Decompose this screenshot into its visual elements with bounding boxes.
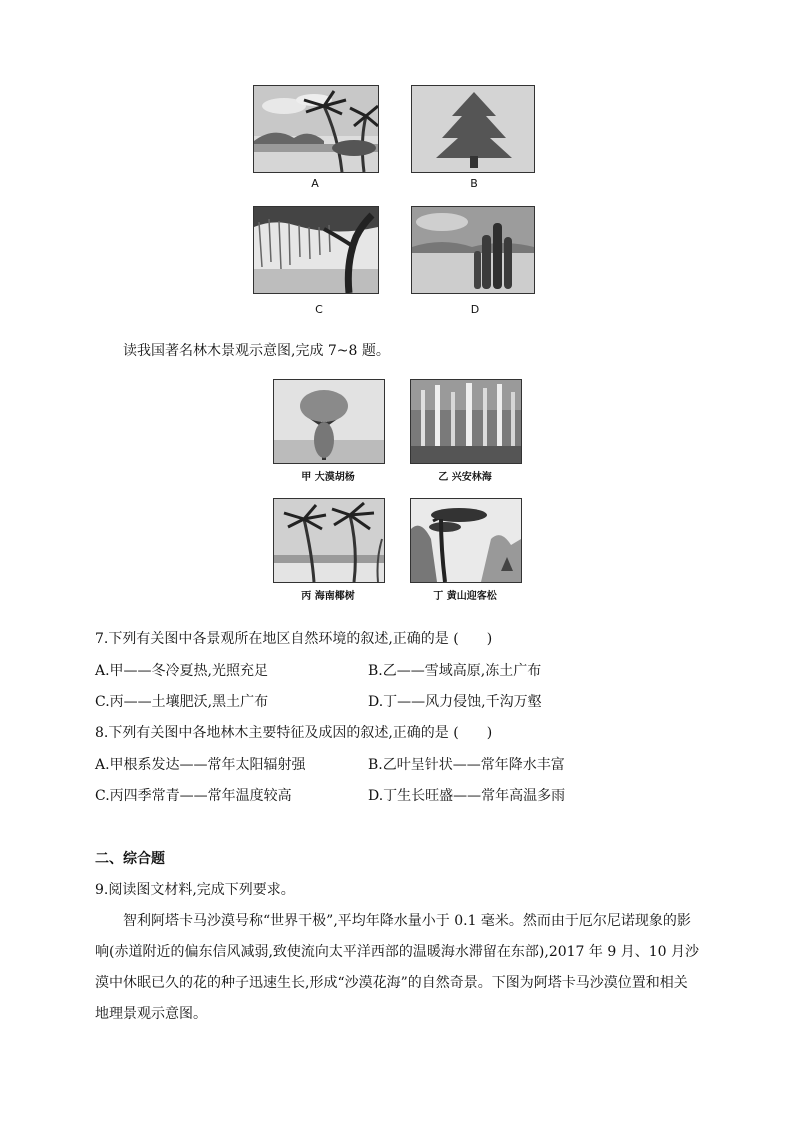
q8-stem: 8.下列有关图中各地林木主要特征及成因的叙述,正确的是 ( ) [95, 725, 493, 741]
q7-option-a: A.甲——冬冷夏热,光照充足 [95, 663, 269, 679]
caption-c: C [315, 303, 323, 316]
photo-d-desert-cactus [411, 206, 535, 294]
q9-stem: 9.阅读图文材料,完成下列要求。 [95, 882, 295, 898]
q8-option-d: D.丁生长旺盛——常年高温多雨 [368, 788, 566, 804]
photo-ding-welcoming-pine [410, 498, 522, 583]
q8-option-a: A.甲根系发达——常年太阳辐射强 [95, 757, 306, 773]
caption-d: D [470, 303, 480, 316]
q7-stem: 7.下列有关图中各景观所在地区自然环境的叙述,正确的是 ( ) [95, 631, 493, 647]
q8-option-b: B.乙叶呈针状——常年降水丰富 [368, 757, 565, 773]
caption-ding: 丁 黄山迎客松 [433, 591, 497, 602]
photo-bing-coconut-palms [273, 498, 385, 583]
intro-text: 读我国著名林木景观示意图,完成 7~8 题。 [123, 343, 390, 359]
photo-c-weeping-tree [253, 206, 379, 294]
caption-yi: 乙 兴安林海 [438, 472, 492, 483]
caption-b: B [470, 177, 478, 190]
q7-option-d: D.丁——风力侵蚀,千沟万壑 [368, 694, 542, 710]
photo-jia-desert-poplar [273, 379, 385, 464]
photo-yi-forest [410, 379, 522, 464]
q7-option-b: B.乙——雪域高原,冻土广布 [368, 663, 542, 679]
q7-option-c: C.丙——土壤肥沃,黑土广布 [95, 694, 269, 710]
caption-jia: 甲 大漠胡杨 [301, 472, 355, 483]
photo-a-tropical-beach-palms [253, 85, 379, 173]
q9-paragraph: 智利阿塔卡马沙漠号称“世界干极”,平均年降水量小于 0.1 毫米。然而由于厄尔尼诺现象的影响(赤道附近的偏东信风减弱,致使流向太平洋西部的温暖海水滞留在东部),2017 年 9 月、10 月沙漠中休眠已久的花的种子迅速生长,形成“沙漠花海”的自然奇景。下图为阿塔卡马沙漠位置和相关地理景观示意图。 [95, 913, 699, 1022]
photo-b-conifer-tree [411, 85, 535, 173]
caption-a: A [311, 177, 319, 190]
q8-option-c: C.丙四季常青——常年温度较高 [95, 788, 292, 804]
section-title: 二、综合题 [95, 851, 165, 867]
caption-bing: 丙 海南椰树 [301, 591, 355, 602]
